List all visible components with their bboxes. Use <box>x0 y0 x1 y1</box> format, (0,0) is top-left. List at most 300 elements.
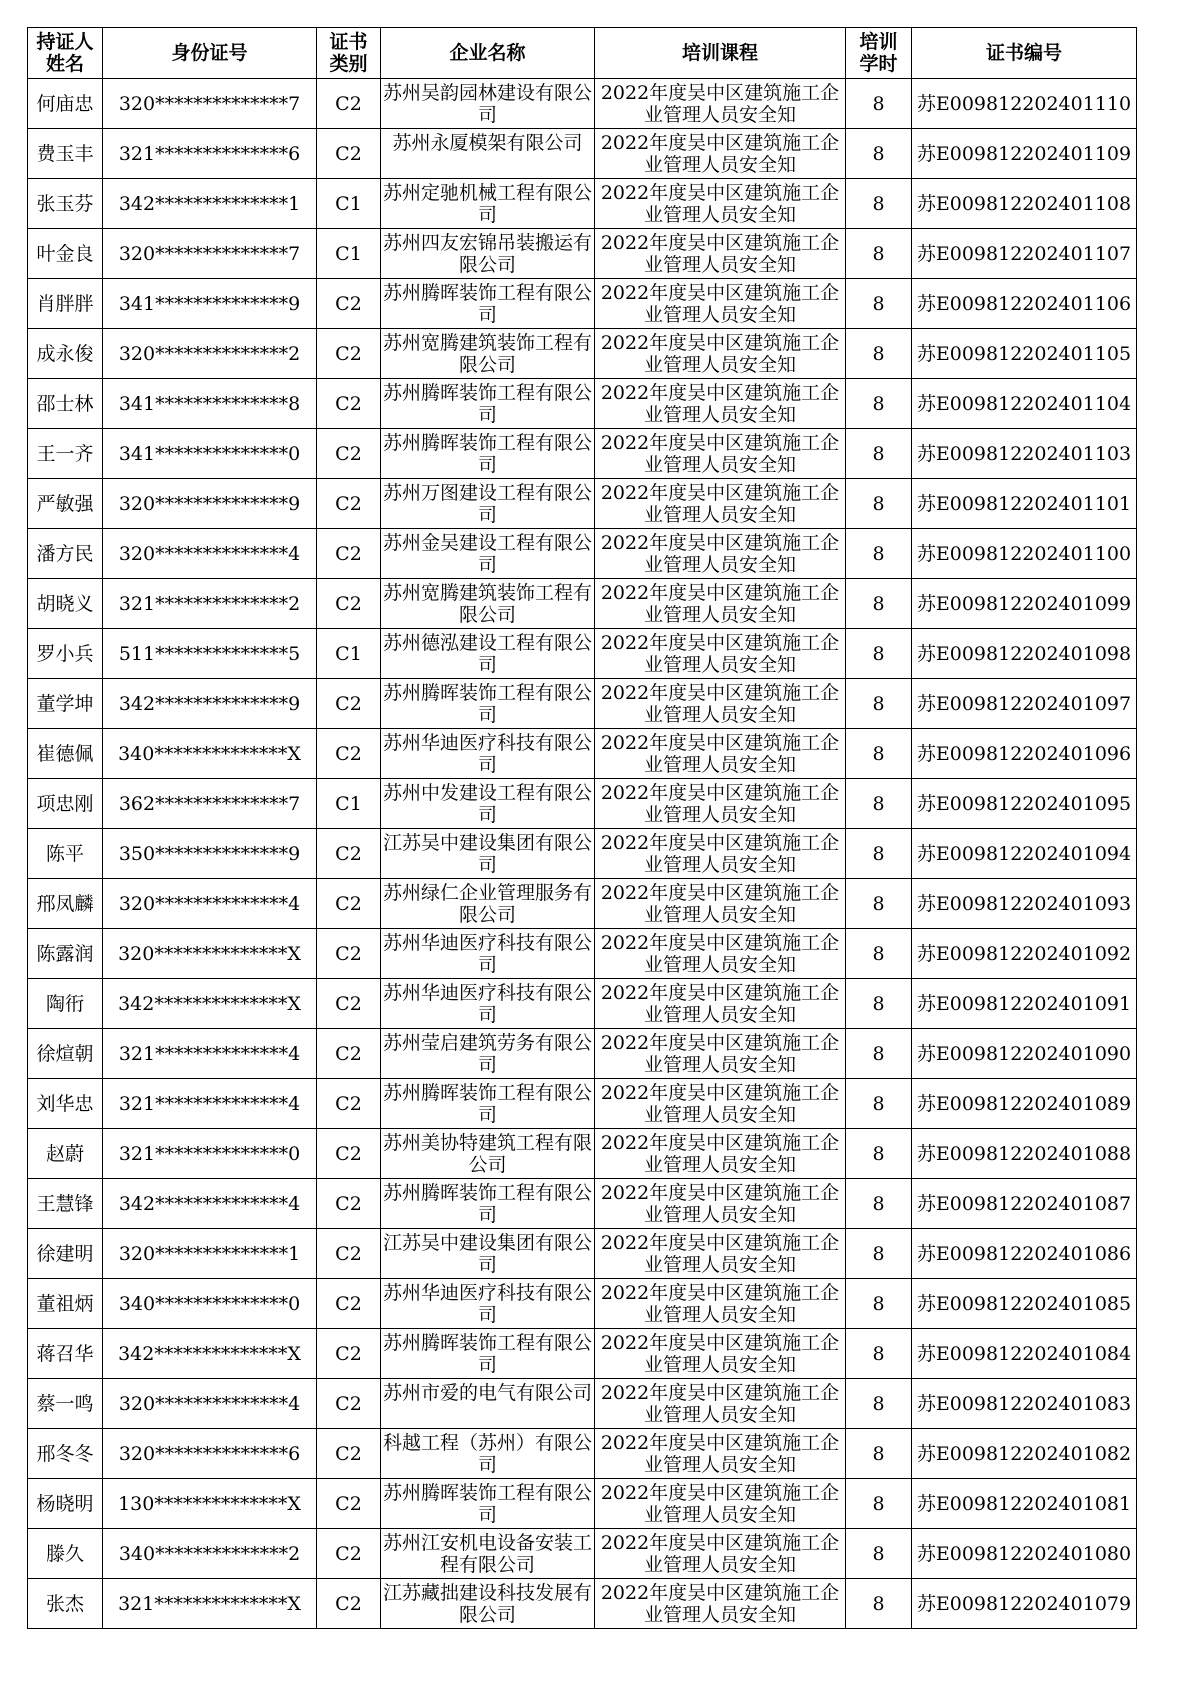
cell-id-number: 320**************7 <box>103 79 317 129</box>
cell-cert-type: C2 <box>317 379 381 429</box>
cell-cert-type: C2 <box>317 1329 381 1379</box>
cell-course <box>595 1529 846 1579</box>
cell-cert-number: 苏E009812202401109 <box>912 129 1137 179</box>
cell-company <box>381 679 595 729</box>
cell-company <box>381 1579 595 1629</box>
cell-course <box>595 679 846 729</box>
cell-company-text: 江苏吴中建设集团有限公司 <box>382 832 592 876</box>
cell-id-number: 340**************X <box>103 729 317 779</box>
cell-course <box>595 1229 846 1279</box>
cell-hours: 8 <box>846 1179 912 1229</box>
cell-hours: 8 <box>846 1529 912 1579</box>
cell-hours: 8 <box>846 929 912 979</box>
cell-cert-type: C2 <box>317 929 381 979</box>
cell-name: 何庙忠 <box>28 79 103 129</box>
cell-course-text: 2022年度吴中区建筑施工企业管理人员安全知 <box>600 982 840 1026</box>
cell-course <box>595 929 846 979</box>
cell-course-text: 2022年度吴中区建筑施工企业管理人员安全知 <box>600 132 840 176</box>
cell-hours: 8 <box>846 429 912 479</box>
cell-course-text: 2022年度吴中区建筑施工企业管理人员安全知 <box>600 1582 840 1626</box>
cell-company <box>381 579 595 629</box>
cell-company-text: 苏州吴韵园林建设有限公司 <box>382 82 592 126</box>
cell-company <box>381 329 595 379</box>
cell-course-text: 2022年度吴中区建筑施工企业管理人员安全知 <box>600 382 840 426</box>
cell-name: 胡晓义 <box>28 579 103 629</box>
cell-hours: 8 <box>846 1429 912 1479</box>
table-row <box>28 779 1137 829</box>
table-row <box>28 1079 1137 1129</box>
cell-course-text: 2022年度吴中区建筑施工企业管理人员安全知 <box>600 1332 840 1376</box>
cell-cert-number: 苏E009812202401080 <box>912 1529 1137 1579</box>
cell-hours: 8 <box>846 679 912 729</box>
cell-company <box>381 1029 595 1079</box>
cell-course-text: 2022年度吴中区建筑施工企业管理人员安全知 <box>600 582 840 626</box>
cell-hours: 8 <box>846 579 912 629</box>
cell-cert-type: C1 <box>317 779 381 829</box>
cell-cert-number: 苏E009812202401099 <box>912 579 1137 629</box>
cell-course-text: 2022年度吴中区建筑施工企业管理人员安全知 <box>600 1382 840 1426</box>
cell-hours: 8 <box>846 279 912 329</box>
cell-name: 赵蔚 <box>28 1129 103 1179</box>
cell-course-text: 2022年度吴中区建筑施工企业管理人员安全知 <box>600 1032 840 1076</box>
cell-course <box>595 379 846 429</box>
cell-company-text: 苏州华迪医疗科技有限公司 <box>382 732 592 776</box>
cell-cert-type: C2 <box>317 1279 381 1329</box>
cell-company-text: 苏州莹启建筑劳务有限公司 <box>382 1032 592 1076</box>
cell-company <box>381 1129 595 1179</box>
cell-course-text: 2022年度吴中区建筑施工企业管理人员安全知 <box>600 632 840 676</box>
cell-id-number: 320**************X <box>103 929 317 979</box>
table-row <box>28 879 1137 929</box>
cell-course-text: 2022年度吴中区建筑施工企业管理人员安全知 <box>600 1182 840 1226</box>
cell-cert-number: 苏E009812202401100 <box>912 529 1137 579</box>
cell-cert-number: 苏E009812202401105 <box>912 329 1137 379</box>
cell-course-text: 2022年度吴中区建筑施工企业管理人员安全知 <box>600 1282 840 1326</box>
cell-company <box>381 829 595 879</box>
cell-cert-type: C2 <box>317 1479 381 1529</box>
cell-course <box>595 529 846 579</box>
cell-cert-number: 苏E009812202401108 <box>912 179 1137 229</box>
cell-company <box>381 1529 595 1579</box>
table-row <box>28 179 1137 229</box>
cell-name: 张杰 <box>28 1579 103 1629</box>
header-holder-name: 持证人 姓名 <box>28 28 103 79</box>
cell-cert-number: 苏E009812202401106 <box>912 279 1137 329</box>
cell-company-text: 苏州华迪医疗科技有限公司 <box>382 982 592 1026</box>
cell-cert-number: 苏E009812202401086 <box>912 1229 1137 1279</box>
cell-course-text: 2022年度吴中区建筑施工企业管理人员安全知 <box>600 682 840 726</box>
cell-company <box>381 229 595 279</box>
cell-id-number: 342**************1 <box>103 179 317 229</box>
cell-company-text: 苏州腾晖装饰工程有限公司 <box>382 1182 592 1226</box>
cell-name: 邵士林 <box>28 379 103 429</box>
cell-name: 张玉芬 <box>28 179 103 229</box>
cell-id-number: 321**************X <box>103 1579 317 1629</box>
table-row <box>28 1329 1137 1379</box>
table-row <box>28 729 1137 779</box>
cell-id-number: 342**************9 <box>103 679 317 729</box>
cell-company <box>381 629 595 679</box>
cell-course <box>595 1179 846 1229</box>
cell-cert-number: 苏E009812202401093 <box>912 879 1137 929</box>
cell-company <box>381 479 595 529</box>
cell-hours: 8 <box>846 1329 912 1379</box>
header-row <box>28 28 1137 79</box>
cell-company-text: 苏州定驰机械工程有限公司 <box>382 182 592 226</box>
cell-hours: 8 <box>846 1279 912 1329</box>
cell-course <box>595 79 846 129</box>
cell-id-number: 320**************7 <box>103 229 317 279</box>
cell-id-number: 342**************X <box>103 1329 317 1379</box>
cell-cert-number: 苏E009812202401098 <box>912 629 1137 679</box>
cell-name: 董学坤 <box>28 679 103 729</box>
cell-id-number: 320**************9 <box>103 479 317 529</box>
cell-cert-type: C2 <box>317 529 381 579</box>
cell-cert-number: 苏E009812202401103 <box>912 429 1137 479</box>
cell-cert-type: C2 <box>317 1579 381 1629</box>
cell-company <box>381 279 595 329</box>
table-row <box>28 429 1137 479</box>
cell-company <box>381 779 595 829</box>
cell-hours: 8 <box>846 1379 912 1429</box>
cell-course-text: 2022年度吴中区建筑施工企业管理人员安全知 <box>600 532 840 576</box>
cell-name: 徐建明 <box>28 1229 103 1279</box>
cell-company-text: 苏州腾晖装饰工程有限公司 <box>382 1482 592 1526</box>
cell-course-text: 2022年度吴中区建筑施工企业管理人员安全知 <box>600 482 840 526</box>
cell-cert-type: C2 <box>317 829 381 879</box>
cell-name: 刘华忠 <box>28 1079 103 1129</box>
cell-cert-type: C2 <box>317 1179 381 1229</box>
cell-id-number: 320**************2 <box>103 329 317 379</box>
cell-cert-type: C2 <box>317 1429 381 1479</box>
cell-course <box>595 1029 846 1079</box>
cell-company-text: 江苏藏拙建设科技发展有限公司 <box>382 1582 592 1626</box>
cell-cert-number: 苏E009812202401101 <box>912 479 1137 529</box>
cell-course-text: 2022年度吴中区建筑施工企业管理人员安全知 <box>600 1432 840 1476</box>
cell-id-number: 321**************2 <box>103 579 317 629</box>
cell-cert-type: C2 <box>317 479 381 529</box>
cell-hours: 8 <box>846 179 912 229</box>
cell-hours: 8 <box>846 1129 912 1179</box>
cell-hours: 8 <box>846 479 912 529</box>
cell-id-number: 341**************9 <box>103 279 317 329</box>
table-row <box>28 929 1137 979</box>
cell-hours: 8 <box>846 129 912 179</box>
header-cert-number: 证书编号 <box>912 28 1137 79</box>
table-row <box>28 579 1137 629</box>
cell-course <box>595 579 846 629</box>
cell-name: 陶衎 <box>28 979 103 1029</box>
cell-company <box>381 429 595 479</box>
table-row <box>28 529 1137 579</box>
table-row <box>28 1579 1137 1629</box>
cell-course <box>595 1329 846 1379</box>
cell-name: 陈露润 <box>28 929 103 979</box>
cell-name: 崔德佩 <box>28 729 103 779</box>
cell-company-text: 苏州宽腾建筑装饰工程有限公司 <box>382 332 592 376</box>
cell-company-text: 苏州腾晖装饰工程有限公司 <box>382 1332 592 1376</box>
cell-cert-number: 苏E009812202401107 <box>912 229 1137 279</box>
cell-id-number: 342**************4 <box>103 1179 317 1229</box>
table-row <box>28 679 1137 729</box>
cell-course <box>595 179 846 229</box>
cell-company <box>381 729 595 779</box>
cell-company-text: 苏州腾晖装饰工程有限公司 <box>382 682 592 726</box>
cell-id-number: 340**************2 <box>103 1529 317 1579</box>
cell-company-text: 苏州腾晖装饰工程有限公司 <box>382 1082 592 1126</box>
cell-company <box>381 379 595 429</box>
cell-hours: 8 <box>846 379 912 429</box>
cell-cert-number: 苏E009812202401097 <box>912 679 1137 729</box>
cell-course <box>595 1079 846 1129</box>
cell-id-number: 321**************4 <box>103 1029 317 1079</box>
cell-company-text: 苏州腾晖装饰工程有限公司 <box>382 432 592 476</box>
header-course: 培训课程 <box>595 28 846 79</box>
cell-company-text: 苏州江安机电设备安装工程有限公司 <box>382 1532 592 1576</box>
cell-company <box>381 979 595 1029</box>
cell-course <box>595 429 846 479</box>
cell-company-text: 江苏吴中建设集团有限公司 <box>382 1232 592 1276</box>
cell-cert-type: C2 <box>317 1229 381 1279</box>
cell-course-text: 2022年度吴中区建筑施工企业管理人员安全知 <box>600 1232 840 1276</box>
cell-course-text: 2022年度吴中区建筑施工企业管理人员安全知 <box>600 782 840 826</box>
certificate-table <box>27 27 1137 1629</box>
cell-course <box>595 779 846 829</box>
cell-course-text: 2022年度吴中区建筑施工企业管理人员安全知 <box>600 332 840 376</box>
cell-company <box>381 929 595 979</box>
cell-name: 费玉丰 <box>28 129 103 179</box>
table-row <box>28 1279 1137 1329</box>
cell-company-text: 科越工程（苏州）有限公司 <box>382 1432 592 1476</box>
cell-company-text: 苏州万图建设工程有限公司 <box>382 482 592 526</box>
cell-hours: 8 <box>846 779 912 829</box>
cell-cert-number: 苏E009812202401110 <box>912 79 1137 129</box>
cell-cert-number: 苏E009812202401091 <box>912 979 1137 1029</box>
table-row <box>28 229 1137 279</box>
header-id-number: 身份证号 <box>103 28 317 79</box>
cell-id-number: 341**************0 <box>103 429 317 479</box>
cell-hours: 8 <box>846 1029 912 1079</box>
cell-hours: 8 <box>846 629 912 679</box>
cell-course <box>595 829 846 879</box>
cell-course-text: 2022年度吴中区建筑施工企业管理人员安全知 <box>600 832 840 876</box>
cell-cert-type: C2 <box>317 279 381 329</box>
cell-course-text: 2022年度吴中区建筑施工企业管理人员安全知 <box>600 1482 840 1526</box>
cell-id-number: 321**************4 <box>103 1079 317 1129</box>
cell-course-text: 2022年度吴中区建筑施工企业管理人员安全知 <box>600 882 840 926</box>
header-hours: 培训 学时 <box>846 28 912 79</box>
cell-cert-type: C2 <box>317 1529 381 1579</box>
cell-company-text: 苏州永厦模架有限公司 <box>392 132 583 154</box>
cell-company-text: 苏州中发建设工程有限公司 <box>382 782 592 826</box>
cell-name: 严敏强 <box>28 479 103 529</box>
cell-company <box>381 1479 595 1529</box>
cell-company <box>381 1229 595 1279</box>
cell-company <box>381 1079 595 1129</box>
cell-course <box>595 479 846 529</box>
cell-cert-type: C1 <box>317 229 381 279</box>
cell-hours: 8 <box>846 229 912 279</box>
cell-course-text: 2022年度吴中区建筑施工企业管理人员安全知 <box>600 932 840 976</box>
cell-name: 滕久 <box>28 1529 103 1579</box>
cell-id-number: 320**************1 <box>103 1229 317 1279</box>
cell-company-text: 苏州绿仁企业管理服务有限公司 <box>382 882 592 926</box>
cell-id-number: 130**************X <box>103 1479 317 1529</box>
table-row <box>28 629 1137 679</box>
cell-hours: 8 <box>846 829 912 879</box>
cell-name: 成永俊 <box>28 329 103 379</box>
cell-company <box>381 1279 595 1329</box>
cell-name: 潘方民 <box>28 529 103 579</box>
cell-id-number: 340**************0 <box>103 1279 317 1329</box>
cell-course-text: 2022年度吴中区建筑施工企业管理人员安全知 <box>600 1082 840 1126</box>
table-row <box>28 1129 1137 1179</box>
table-row <box>28 1379 1137 1429</box>
cell-cert-type: C2 <box>317 129 381 179</box>
cell-course-text: 2022年度吴中区建筑施工企业管理人员安全知 <box>600 82 840 126</box>
cell-course <box>595 129 846 179</box>
cell-name: 蔡一鸣 <box>28 1379 103 1429</box>
cell-cert-type: C2 <box>317 1379 381 1429</box>
table-row <box>28 479 1137 529</box>
cell-cert-type: C2 <box>317 1129 381 1179</box>
cell-company-text: 苏州腾晖装饰工程有限公司 <box>382 382 592 426</box>
cell-cert-number: 苏E009812202401095 <box>912 779 1137 829</box>
cell-course <box>595 279 846 329</box>
cell-name: 郉凤麟 <box>28 879 103 929</box>
cell-name: 董祖炳 <box>28 1279 103 1329</box>
cell-id-number: 320**************6 <box>103 1429 317 1479</box>
cell-name: 罗小兵 <box>28 629 103 679</box>
cell-cert-number: 苏E009812202401090 <box>912 1029 1137 1079</box>
cell-company-text: 苏州华迪医疗科技有限公司 <box>382 932 592 976</box>
table-row <box>28 979 1137 1029</box>
cell-name: 徐煊朝 <box>28 1029 103 1079</box>
cell-cert-type: C2 <box>317 579 381 629</box>
cell-name: 王一齐 <box>28 429 103 479</box>
cell-cert-number: 苏E009812202401089 <box>912 1079 1137 1129</box>
cell-id-number: 321**************6 <box>103 129 317 179</box>
cell-id-number: 320**************4 <box>103 879 317 929</box>
cell-id-number: 321**************0 <box>103 1129 317 1179</box>
cell-company-text: 苏州金吴建设工程有限公司 <box>382 532 592 576</box>
cell-name: 陈平 <box>28 829 103 879</box>
cell-cert-number: 苏E009812202401094 <box>912 829 1137 879</box>
cell-hours: 8 <box>846 1229 912 1279</box>
cell-company-text: 苏州市爱的电气有限公司 <box>382 1382 592 1404</box>
cell-hours: 8 <box>846 79 912 129</box>
cell-course <box>595 979 846 1029</box>
cell-id-number: 320**************4 <box>103 529 317 579</box>
table-row <box>28 1179 1137 1229</box>
cell-cert-type: C2 <box>317 1079 381 1129</box>
table-row <box>28 379 1137 429</box>
cell-cert-type: C2 <box>317 679 381 729</box>
cell-company-text: 苏州德泓建设工程有限公司 <box>382 632 592 676</box>
cell-course-text: 2022年度吴中区建筑施工企业管理人员安全知 <box>600 232 840 276</box>
cell-name: 邢冬冬 <box>28 1429 103 1479</box>
cell-name: 王慧锋 <box>28 1179 103 1229</box>
cell-course-text: 2022年度吴中区建筑施工企业管理人员安全知 <box>600 182 840 226</box>
cell-name: 杨晓明 <box>28 1479 103 1529</box>
table-row <box>28 1479 1137 1529</box>
cell-name: 项忠刚 <box>28 779 103 829</box>
cell-company-text: 苏州宽腾建筑装饰工程有限公司 <box>382 582 592 626</box>
cell-name: 叶金良 <box>28 229 103 279</box>
cell-cert-type: C2 <box>317 79 381 129</box>
cell-cert-type: C2 <box>317 329 381 379</box>
cell-hours: 8 <box>846 1579 912 1629</box>
cell-hours: 8 <box>846 1479 912 1529</box>
cell-cert-number: 苏E009812202401087 <box>912 1179 1137 1229</box>
cell-cert-number: 苏E009812202401082 <box>912 1429 1137 1479</box>
cell-cert-type: C2 <box>317 979 381 1029</box>
cell-cert-type: C2 <box>317 729 381 779</box>
cell-company <box>381 1379 595 1429</box>
table-row <box>28 329 1137 379</box>
cell-course <box>595 1479 846 1529</box>
cell-course <box>595 329 846 379</box>
table-row <box>28 1229 1137 1279</box>
cell-cert-type: C1 <box>317 179 381 229</box>
cell-name: 蒋召华 <box>28 1329 103 1379</box>
header-company: 企业名称 <box>381 28 595 79</box>
cell-cert-type: C2 <box>317 429 381 479</box>
cell-company <box>381 879 595 929</box>
cell-cert-number: 苏E009812202401092 <box>912 929 1137 979</box>
cell-company <box>381 179 595 229</box>
cell-company <box>381 1179 595 1229</box>
cell-company-text: 苏州四友宏锦吊装搬运有限公司 <box>382 232 592 276</box>
cell-company <box>381 79 595 129</box>
cell-course <box>595 1579 846 1629</box>
cell-hours: 8 <box>846 979 912 1029</box>
cell-id-number: 320**************4 <box>103 1379 317 1429</box>
cell-id-number: 342**************X <box>103 979 317 1029</box>
cell-cert-type: C2 <box>317 1029 381 1079</box>
cell-hours: 8 <box>846 529 912 579</box>
table-row <box>28 129 1137 179</box>
cell-company-text: 苏州美协特建筑工程有限公司 <box>382 1132 592 1176</box>
cell-hours: 8 <box>846 329 912 379</box>
table-row <box>28 279 1137 329</box>
cell-course-text: 2022年度吴中区建筑施工企业管理人员安全知 <box>600 1532 840 1576</box>
cell-company-text: 苏州腾晖装饰工程有限公司 <box>382 282 592 326</box>
cell-id-number: 350**************9 <box>103 829 317 879</box>
cell-course <box>595 229 846 279</box>
table-row <box>28 1429 1137 1479</box>
cell-course <box>595 729 846 779</box>
cell-cert-number: 苏E009812202401079 <box>912 1579 1137 1629</box>
cell-cert-number: 苏E009812202401104 <box>912 379 1137 429</box>
cell-company-text: 苏州华迪医疗科技有限公司 <box>382 1282 592 1326</box>
cell-cert-number: 苏E009812202401084 <box>912 1329 1137 1379</box>
cell-course <box>595 1379 846 1429</box>
cell-cert-number: 苏E009812202401081 <box>912 1479 1137 1529</box>
cell-course-text: 2022年度吴中区建筑施工企业管理人员安全知 <box>600 1132 840 1176</box>
cell-course <box>595 629 846 679</box>
cell-company <box>381 529 595 579</box>
cell-course-text: 2022年度吴中区建筑施工企业管理人员安全知 <box>600 432 840 476</box>
cell-cert-number: 苏E009812202401088 <box>912 1129 1137 1179</box>
cell-course-text: 2022年度吴中区建筑施工企业管理人员安全知 <box>600 282 840 326</box>
cell-id-number: 341**************8 <box>103 379 317 429</box>
cell-course <box>595 1429 846 1479</box>
cell-company <box>381 1429 595 1479</box>
cell-cert-number: 苏E009812202401096 <box>912 729 1137 779</box>
table-row <box>28 1529 1137 1579</box>
table-row <box>28 79 1137 129</box>
